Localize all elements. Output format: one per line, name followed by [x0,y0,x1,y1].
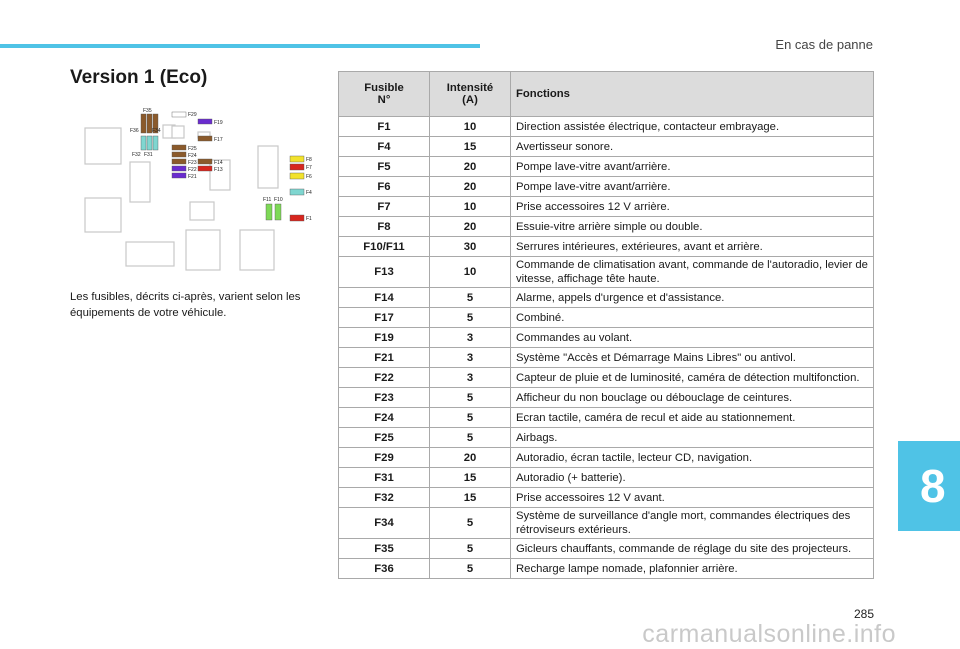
fuse-cell: F5 [339,157,430,177]
fuse-cell: F19 [339,328,430,348]
function-cell: Airbags. [511,428,874,448]
page-number: 285 [853,607,874,621]
fuse-cell: F32 [339,488,430,508]
chapter-number: 8 [920,460,946,512]
function-cell: Prise accessoires 12 V avant. [511,488,874,508]
diagram-label: F36 [130,128,139,134]
table-row [339,288,874,308]
diagram-label: F34 [152,128,161,134]
diagram-label: F22 [188,167,197,173]
table-row [339,448,874,468]
column-header-fuse: Fusible N° [339,72,430,117]
function-cell: Pompe lave-vitre avant/arrière. [511,157,874,177]
diagram-label: F10 [274,197,283,203]
relay-block [240,230,274,270]
amps-cell: 20 [430,217,511,237]
fuse-f29 [172,112,186,117]
function-cell: Autoradio (+ batterie). [511,468,874,488]
table-row [339,408,874,428]
fuse-box-diagram [70,102,320,277]
amps-cell: 15 [430,488,511,508]
function-cell: Avertisseur sonore. [511,137,874,157]
function-cell: Pompe lave-vitre avant/arrière. [511,177,874,197]
diagram-label: F14 [214,160,223,166]
amps-cell: 5 [430,388,511,408]
amps-cell: 5 [430,508,511,539]
table-row [339,217,874,237]
diagram-label: F7 [306,165,312,171]
table-header-row [339,72,874,117]
fuse-cell: F17 [339,308,430,328]
relay-block [130,162,150,202]
diagram-label: F4 [306,190,312,196]
function-cell: Gicleurs chauffants, commande de réglage du site des projecteurs. [511,539,874,559]
relay-block [126,242,174,266]
diagram-label: F6 [306,174,312,180]
diagram-label: F31 [144,152,153,158]
fuse-f14 [198,159,212,164]
fuse-f31 [147,136,152,150]
function-cell: Capteur de pluie et de luminosité, caméra de détection multifonction. [511,368,874,388]
amps-cell: 3 [430,348,511,368]
table-row [339,157,874,177]
relay-block [190,202,214,220]
diagram-label: F24 [188,153,197,159]
function-cell: Système de surveillance d'angle mort, commandes électriques des rétroviseurs extérieurs. [511,508,874,539]
fuse-cell: F10/F11 [339,237,430,257]
diagram-label: F13 [214,167,223,173]
amps-cell: 3 [430,368,511,388]
amps-cell: 15 [430,468,511,488]
fuse-cell: F6 [339,177,430,197]
fuse-cell: F21 [339,348,430,368]
fuse-cell: F24 [339,408,430,428]
section-title: En cas de panne [775,37,873,52]
fuse-f19 [198,119,212,124]
fuse-f13 [198,166,212,171]
function-cell: Ecran tactile, caméra de recul et aide au stationnement. [511,408,874,428]
table-row [339,539,874,559]
page-title: Version 1 (Eco) [70,67,208,88]
function-cell: Recharge lampe nomade, plafonnier arrière. [511,559,874,579]
relay-block [186,230,220,270]
table-row [339,137,874,157]
fuse-f25 [172,145,186,150]
header-accent-bar [0,44,480,48]
fuse-cell: F36 [339,559,430,579]
fuse-f35 [141,114,146,133]
function-cell: Essuie-vitre arrière simple ou double. [511,217,874,237]
fuse-f6 [290,173,304,179]
relay-block [258,146,278,188]
fuse-cell: F29 [339,448,430,468]
amps-cell: 5 [430,288,511,308]
fuse-f32 [141,136,146,150]
table-row [339,428,874,448]
relay-block [85,128,121,164]
table-row [339,237,874,257]
fuse-f22 [172,166,186,171]
fuse-table [338,71,874,579]
function-cell: Commandes au volant. [511,328,874,348]
fuse-f23 [172,159,186,164]
amps-cell: 15 [430,137,511,157]
function-cell: Serrures intérieures, extérieures, avant et arrière. [511,237,874,257]
relay-block [172,126,184,138]
fuse-f10 [275,204,281,220]
fuse-cell: F7 [339,197,430,217]
diagram-label: F25 [188,146,197,152]
amps-cell: 30 [430,237,511,257]
amps-cell: 20 [430,157,511,177]
table-row [339,468,874,488]
fuse-cell: F14 [339,288,430,308]
function-cell: Prise accessoires 12 V arrière. [511,197,874,217]
fuse-f17 [198,136,212,141]
chapter-tab [898,441,960,531]
amps-cell: 3 [430,328,511,348]
diagram-label: F32 [132,152,141,158]
diagram-label: F17 [214,137,223,143]
diagram-label: F1 [306,216,312,222]
fuse-f21 [172,173,186,178]
table-row [339,368,874,388]
function-cell: Système "Accès et Démarrage Mains Libres" ou antivol. [511,348,874,368]
amps-cell: 5 [430,308,511,328]
fuse-f4 [290,189,304,195]
fuse-cell: F13 [339,257,430,288]
column-header-amps: Intensité (A) [430,72,511,117]
table-row [339,177,874,197]
table-row [339,559,874,579]
amps-cell: 20 [430,448,511,468]
function-cell: Commande de climatisation avant, commande de l'autoradio, levier de vitesse, affichage tête haute. [511,257,874,288]
diagram-label: F8 [306,157,312,163]
amps-cell: 5 [430,559,511,579]
fuse-cell: F22 [339,368,430,388]
fuse-cell: F4 [339,137,430,157]
table-row [339,488,874,508]
fuse-f7 [290,164,304,170]
diagram-label: F19 [214,120,223,126]
fuse-cell: F35 [339,539,430,559]
fuse-cell: F34 [339,508,430,539]
fuse-cell: F1 [339,117,430,137]
table-row [339,197,874,217]
table-row [339,348,874,368]
fuse-cell: F31 [339,468,430,488]
column-header-functions: Fonctions [511,72,874,117]
amps-cell: 20 [430,177,511,197]
function-cell: Alarme, appels d'urgence et d'assistance. [511,288,874,308]
table-body [339,117,874,579]
fuse-cell: F23 [339,388,430,408]
amps-cell: 10 [430,117,511,137]
table-row [339,508,874,539]
relay-block [85,198,121,232]
amps-cell: 10 [430,197,511,217]
intro-text: Les fusibles, décrits ci-après, varient selon les équipements de votre véhicule. [70,291,301,319]
fuse-cell: F25 [339,428,430,448]
function-cell: Autoradio, écran tactile, lecteur CD, navigation. [511,448,874,468]
fuse-f11 [266,204,272,220]
function-cell: Direction assistée électrique, contacteur embrayage. [511,117,874,137]
table-row [339,257,874,288]
fuse-f31b [153,136,158,150]
diagram-label: F29 [188,112,197,118]
diagram-label: F23 [188,160,197,166]
fuse-cell: F8 [339,217,430,237]
fuse-f8 [290,156,304,162]
amps-cell: 10 [430,257,511,288]
table-row [339,328,874,348]
diagram-label: F11 [263,197,272,203]
diagram-label: F21 [188,174,197,180]
amps-cell: 5 [430,408,511,428]
table-row [339,117,874,137]
amps-cell: 5 [430,539,511,559]
watermark: carmanualsonline.info [642,620,896,648]
fuse-f24 [172,152,186,157]
table-row [339,308,874,328]
diagram-label: F35 [143,108,152,114]
function-cell: Combiné. [511,308,874,328]
amps-cell: 5 [430,428,511,448]
fuse-f1 [290,215,304,221]
table-row [339,388,874,408]
function-cell: Afficheur du non bouclage ou débouclage de ceintures. [511,388,874,408]
